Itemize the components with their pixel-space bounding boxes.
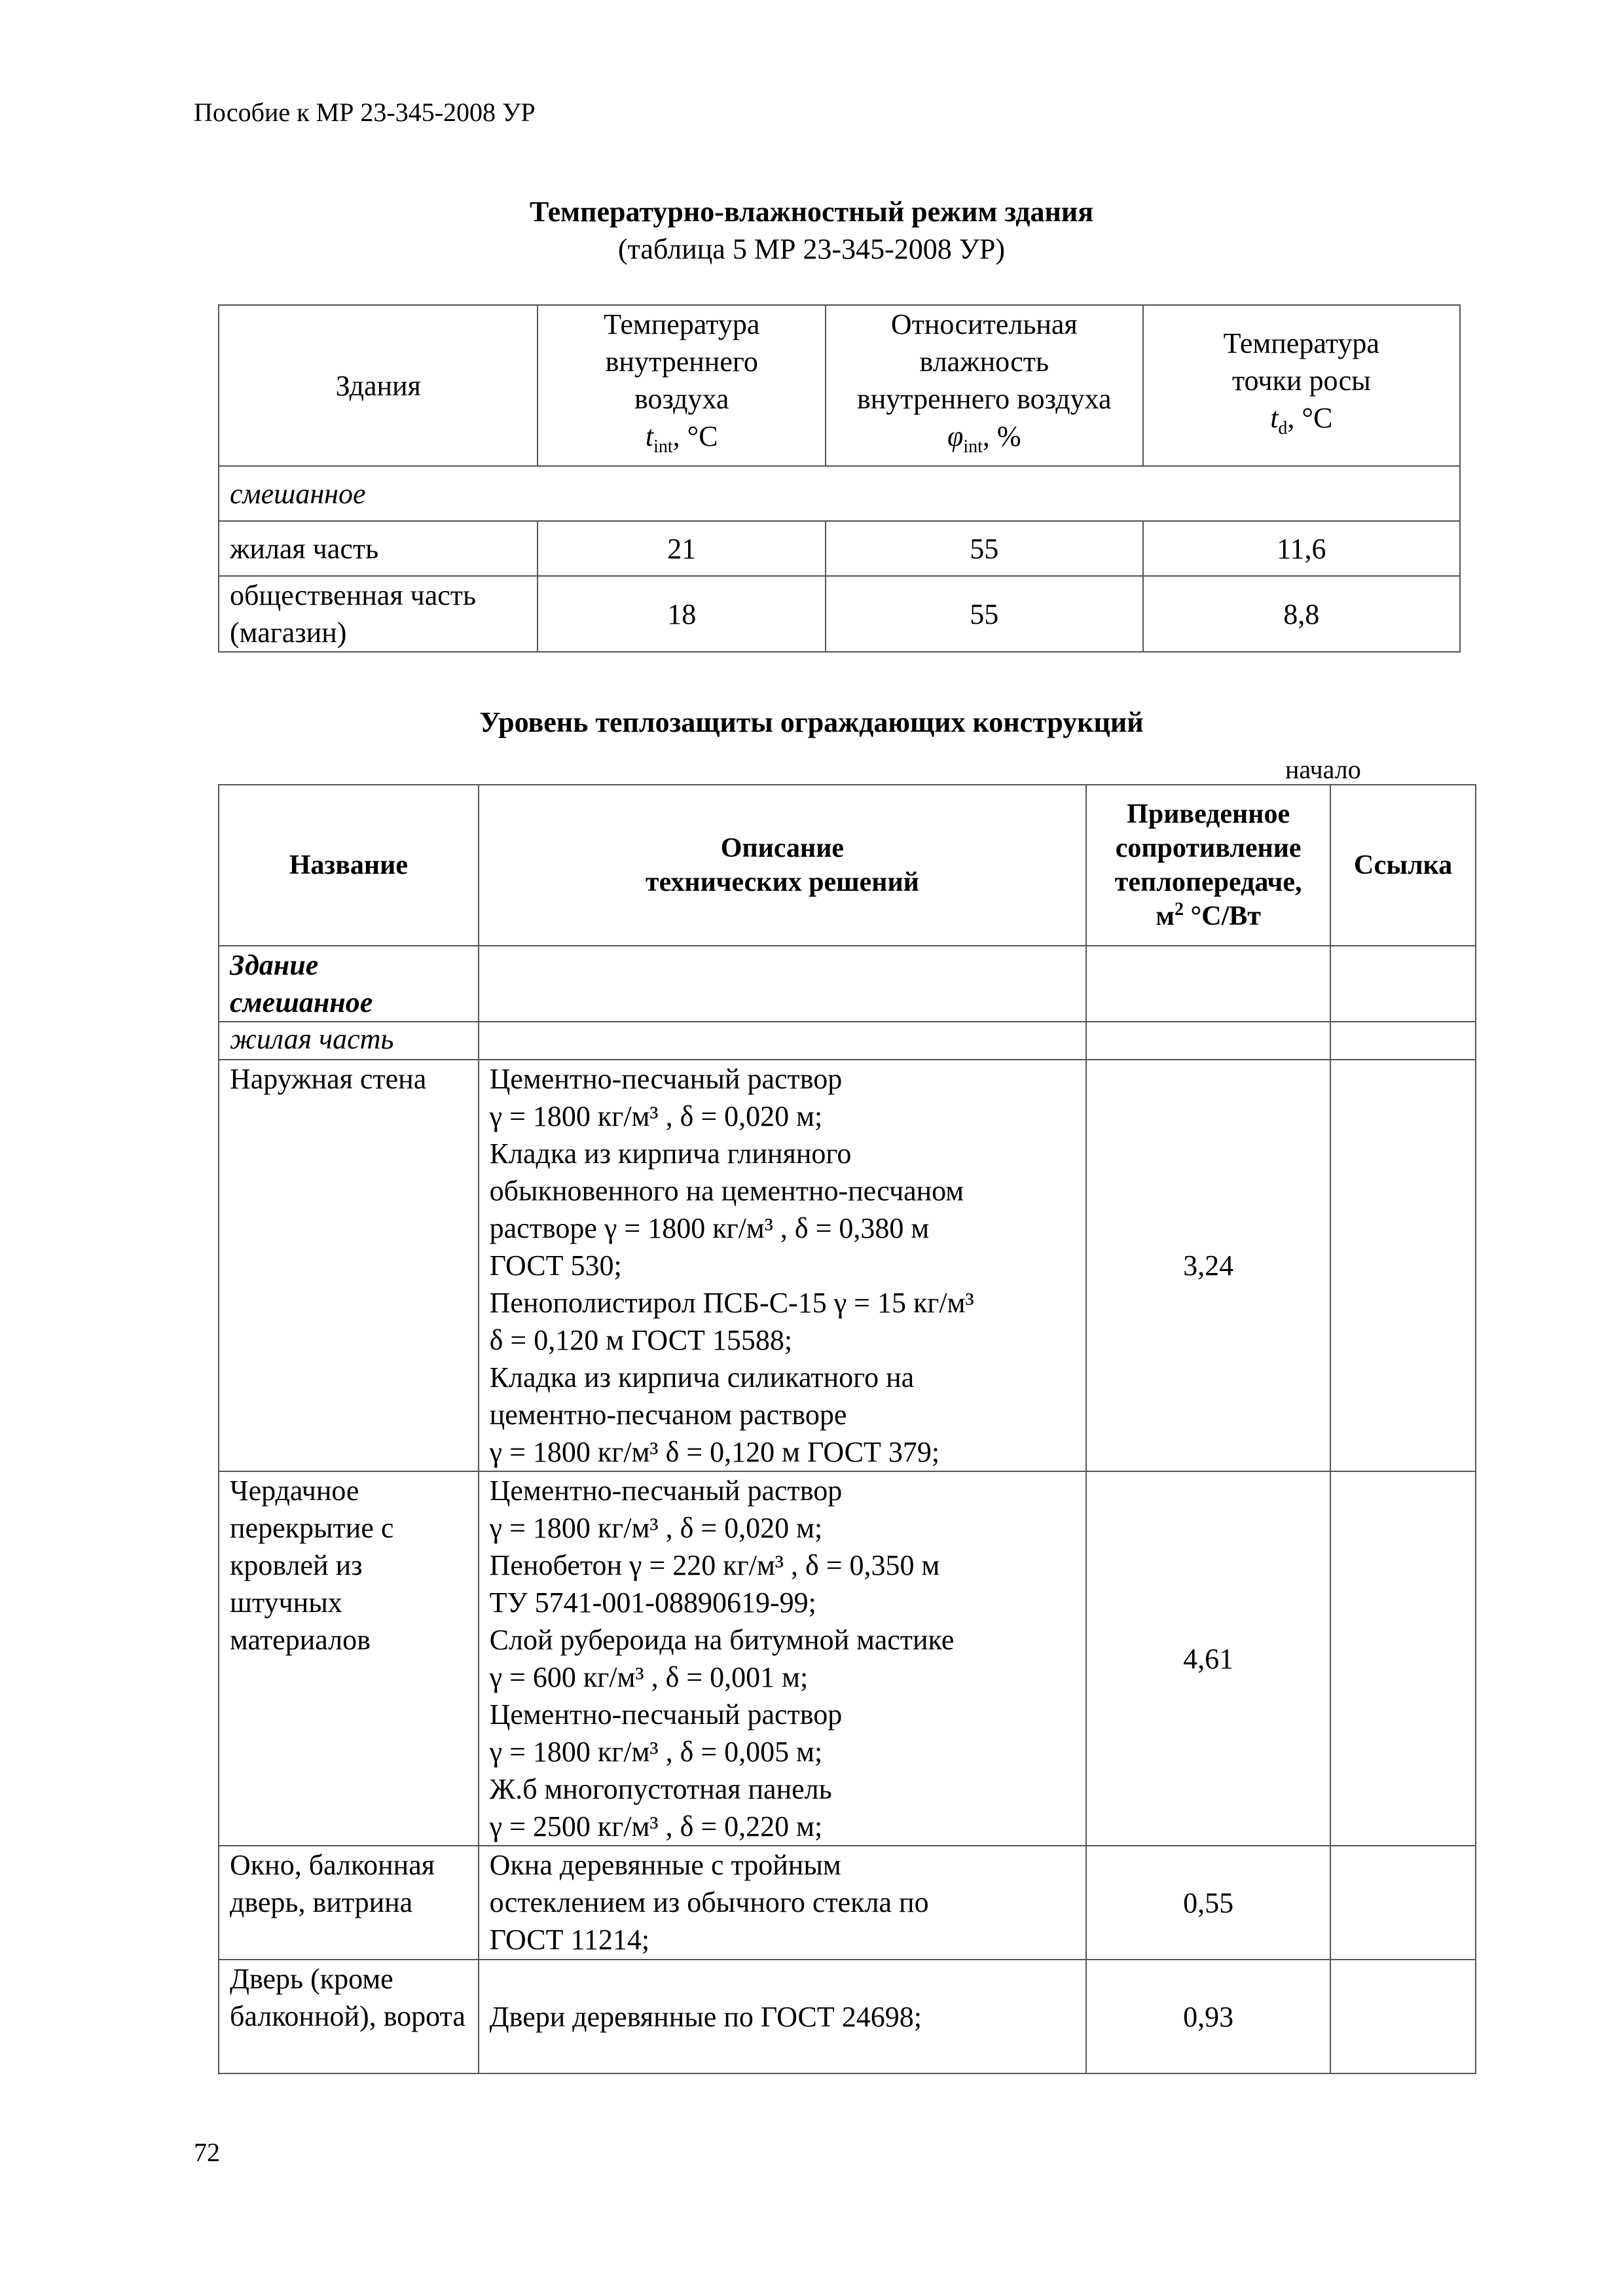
row-temperature: 21	[538, 521, 826, 576]
group-label	[219, 946, 479, 1022]
row-reference	[1330, 1960, 1476, 2073]
empty-cell	[1086, 946, 1330, 1022]
desc-line: γ = 2500 кг/м³ , δ = 0,220 м;	[489, 1810, 823, 1842]
desc-line: ГОСТ 530;	[489, 1249, 622, 1282]
header-line: технических решений	[645, 867, 919, 897]
header-symbol	[1154, 399, 1449, 447]
desc-line: ТУ 5741-001-08890619-99;	[489, 1587, 816, 1619]
row-resistance: 0,93	[1086, 1960, 1330, 2073]
table-row	[219, 1846, 1476, 1960]
header-line: Описание	[720, 833, 845, 863]
header-symbol	[837, 418, 1132, 465]
row-humidity: 55	[826, 521, 1143, 576]
symbol: φ	[947, 420, 964, 452]
table1-title: Температурно-влажностный режим здания	[529, 196, 1094, 228]
table-header-row	[219, 785, 1476, 946]
header-line: Относительная	[890, 308, 1078, 340]
table-row	[219, 521, 1460, 576]
subscript: int	[653, 437, 673, 457]
desc-line: Ж.б многопустотная панель	[489, 1773, 832, 1805]
header-temperature	[538, 305, 826, 466]
table2-title: Уровень теплозащиты ограждающих конструкций	[479, 706, 1144, 738]
header-line: воздуха	[634, 383, 729, 415]
header-line: точки росы	[1231, 364, 1371, 397]
table-row	[219, 1060, 1476, 1471]
table-row	[219, 1960, 1476, 2073]
desc-line: растворе γ = 1800 кг/м³ , δ = 0,380 м	[489, 1212, 930, 1244]
desc-line: γ = 1800 кг/м³ , δ = 0,020 м;	[489, 1100, 823, 1132]
row-name: Дверь (кроме балконной), ворота	[219, 1960, 479, 2073]
desc-line: Пенобетон γ = 220 кг/м³ , δ = 0,350 м	[489, 1549, 940, 1581]
header-buildings: Здания	[219, 305, 538, 466]
row-name: Наружная стена	[219, 1060, 479, 1471]
table-row	[219, 1471, 1476, 1846]
desc-line: остеклением из обычного стекла по	[489, 1886, 929, 1918]
row-name: Окно, балконная дверь, витрина	[219, 1846, 479, 1960]
desc-line: Кладка из кирпича силикатного на	[489, 1361, 915, 1393]
header-resistance	[1086, 785, 1330, 946]
header-dew-point	[1143, 305, 1460, 466]
header-line: влажность	[919, 346, 1049, 378]
temperature-humidity-table	[218, 304, 1461, 653]
page-header: Пособие к МР 23-345-2008 УР	[194, 98, 536, 127]
desc-line: Слой рубероида на битумной мастике	[489, 1624, 955, 1656]
symbol: t	[1270, 401, 1279, 434]
subgroup-label: жилая часть	[219, 1022, 479, 1060]
group-label-line: Здание	[230, 949, 319, 981]
table1-subtitle: (таблица 5 МР 23-345-2008 УР)	[618, 233, 1005, 265]
header-line: внутреннего	[605, 346, 758, 378]
desc-line: цементно-песчаном растворе	[489, 1399, 847, 1431]
desc-line: Цементно-песчаный раствор	[489, 1063, 843, 1095]
row-temperature: 18	[538, 576, 826, 652]
header-line: теплопередаче,	[1114, 867, 1302, 897]
group-label-line: смешанное	[230, 986, 373, 1018]
row-description	[479, 1960, 1087, 2073]
empty-cell	[479, 946, 1087, 1022]
header-line: сопротивление	[1115, 833, 1302, 863]
table-row	[219, 576, 1460, 652]
header-name: Название	[219, 785, 479, 946]
row-name-line: (магазин)	[230, 617, 347, 649]
header-humidity	[826, 305, 1143, 466]
empty-cell	[1086, 1022, 1330, 1060]
row-name: жилая часть	[219, 521, 538, 576]
empty-cell	[479, 1022, 1087, 1060]
desc-line: δ = 0,120 м ГОСТ 15588;	[489, 1324, 793, 1356]
subscript: int	[963, 437, 983, 457]
group-label: смешанное	[219, 466, 1460, 521]
table-group-row	[219, 466, 1460, 521]
continuation-label: начало	[1285, 755, 1361, 784]
table-header-row	[219, 305, 1460, 466]
header-line: Приведенное	[1127, 799, 1290, 829]
row-description	[479, 1471, 1087, 1846]
unit-superscript: 2	[1174, 899, 1184, 920]
desc-line: Окна деревянные с тройным	[489, 1849, 841, 1881]
desc-line: Цементно-песчаный раствор	[489, 1698, 843, 1731]
subgroup-row	[219, 1022, 1476, 1060]
header-description	[479, 785, 1087, 946]
desc-line: Кладка из кирпича глиняного	[489, 1138, 852, 1170]
row-description	[479, 1060, 1087, 1471]
header-symbol	[549, 418, 814, 465]
row-name	[219, 576, 538, 652]
header-reference: Ссылка	[1330, 785, 1476, 946]
row-resistance: 3,24	[1086, 1060, 1330, 1471]
row-resistance: 4,61	[1086, 1471, 1330, 1846]
row-dew-point: 8,8	[1143, 576, 1460, 652]
header-unit	[1097, 899, 1319, 933]
empty-cell	[1330, 1022, 1476, 1060]
desc-line: обыкновенного на цементно-песчаном	[489, 1175, 964, 1207]
desc-line: Пенополистирол ПСБ-С-15 γ = 15 кг/м³	[489, 1287, 974, 1319]
desc-line: Цементно-песчаный раствор	[489, 1475, 843, 1507]
row-name: Чердачное перекрытие с кровлей из штучных материалов	[219, 1471, 479, 1846]
row-description	[479, 1846, 1087, 1960]
unit: , °C	[672, 420, 718, 452]
unit: °С/Вт	[1183, 901, 1261, 931]
row-name-line: общественная часть	[230, 579, 477, 611]
row-resistance: 0,55	[1086, 1846, 1330, 1960]
symbol: t	[645, 420, 654, 452]
header-line: Температура	[1223, 327, 1379, 359]
desc-line: Двери деревянные по ГОСТ 24698;	[489, 2000, 922, 2033]
page-number: 72	[194, 2138, 220, 2167]
group-row	[219, 946, 1476, 1022]
desc-line: γ = 600 кг/м³ , δ = 0,001 м;	[489, 1661, 809, 1693]
desc-line: γ = 1800 кг/м³ δ = 0,120 м ГОСТ 379;	[489, 1436, 940, 1468]
desc-line: γ = 1800 кг/м³ , δ = 0,020 м;	[489, 1512, 823, 1544]
header-line: внутреннего воздуха	[856, 383, 1112, 415]
thermal-protection-table	[218, 784, 1476, 2074]
desc-line: γ = 1800 кг/м³ , δ = 0,005 м;	[489, 1736, 823, 1768]
row-dew-point: 11,6	[1143, 521, 1460, 576]
row-reference	[1330, 1471, 1476, 1846]
desc-line: ГОСТ 11214;	[489, 1924, 650, 1956]
unit: м	[1156, 901, 1175, 931]
unit: , °C	[1287, 401, 1333, 434]
row-reference	[1330, 1060, 1476, 1471]
row-reference	[1330, 1846, 1476, 1960]
header-line: Температура	[604, 308, 760, 340]
subscript: d	[1278, 418, 1288, 439]
empty-cell	[1330, 946, 1476, 1022]
row-humidity: 55	[826, 576, 1143, 652]
unit: , %	[982, 420, 1021, 452]
